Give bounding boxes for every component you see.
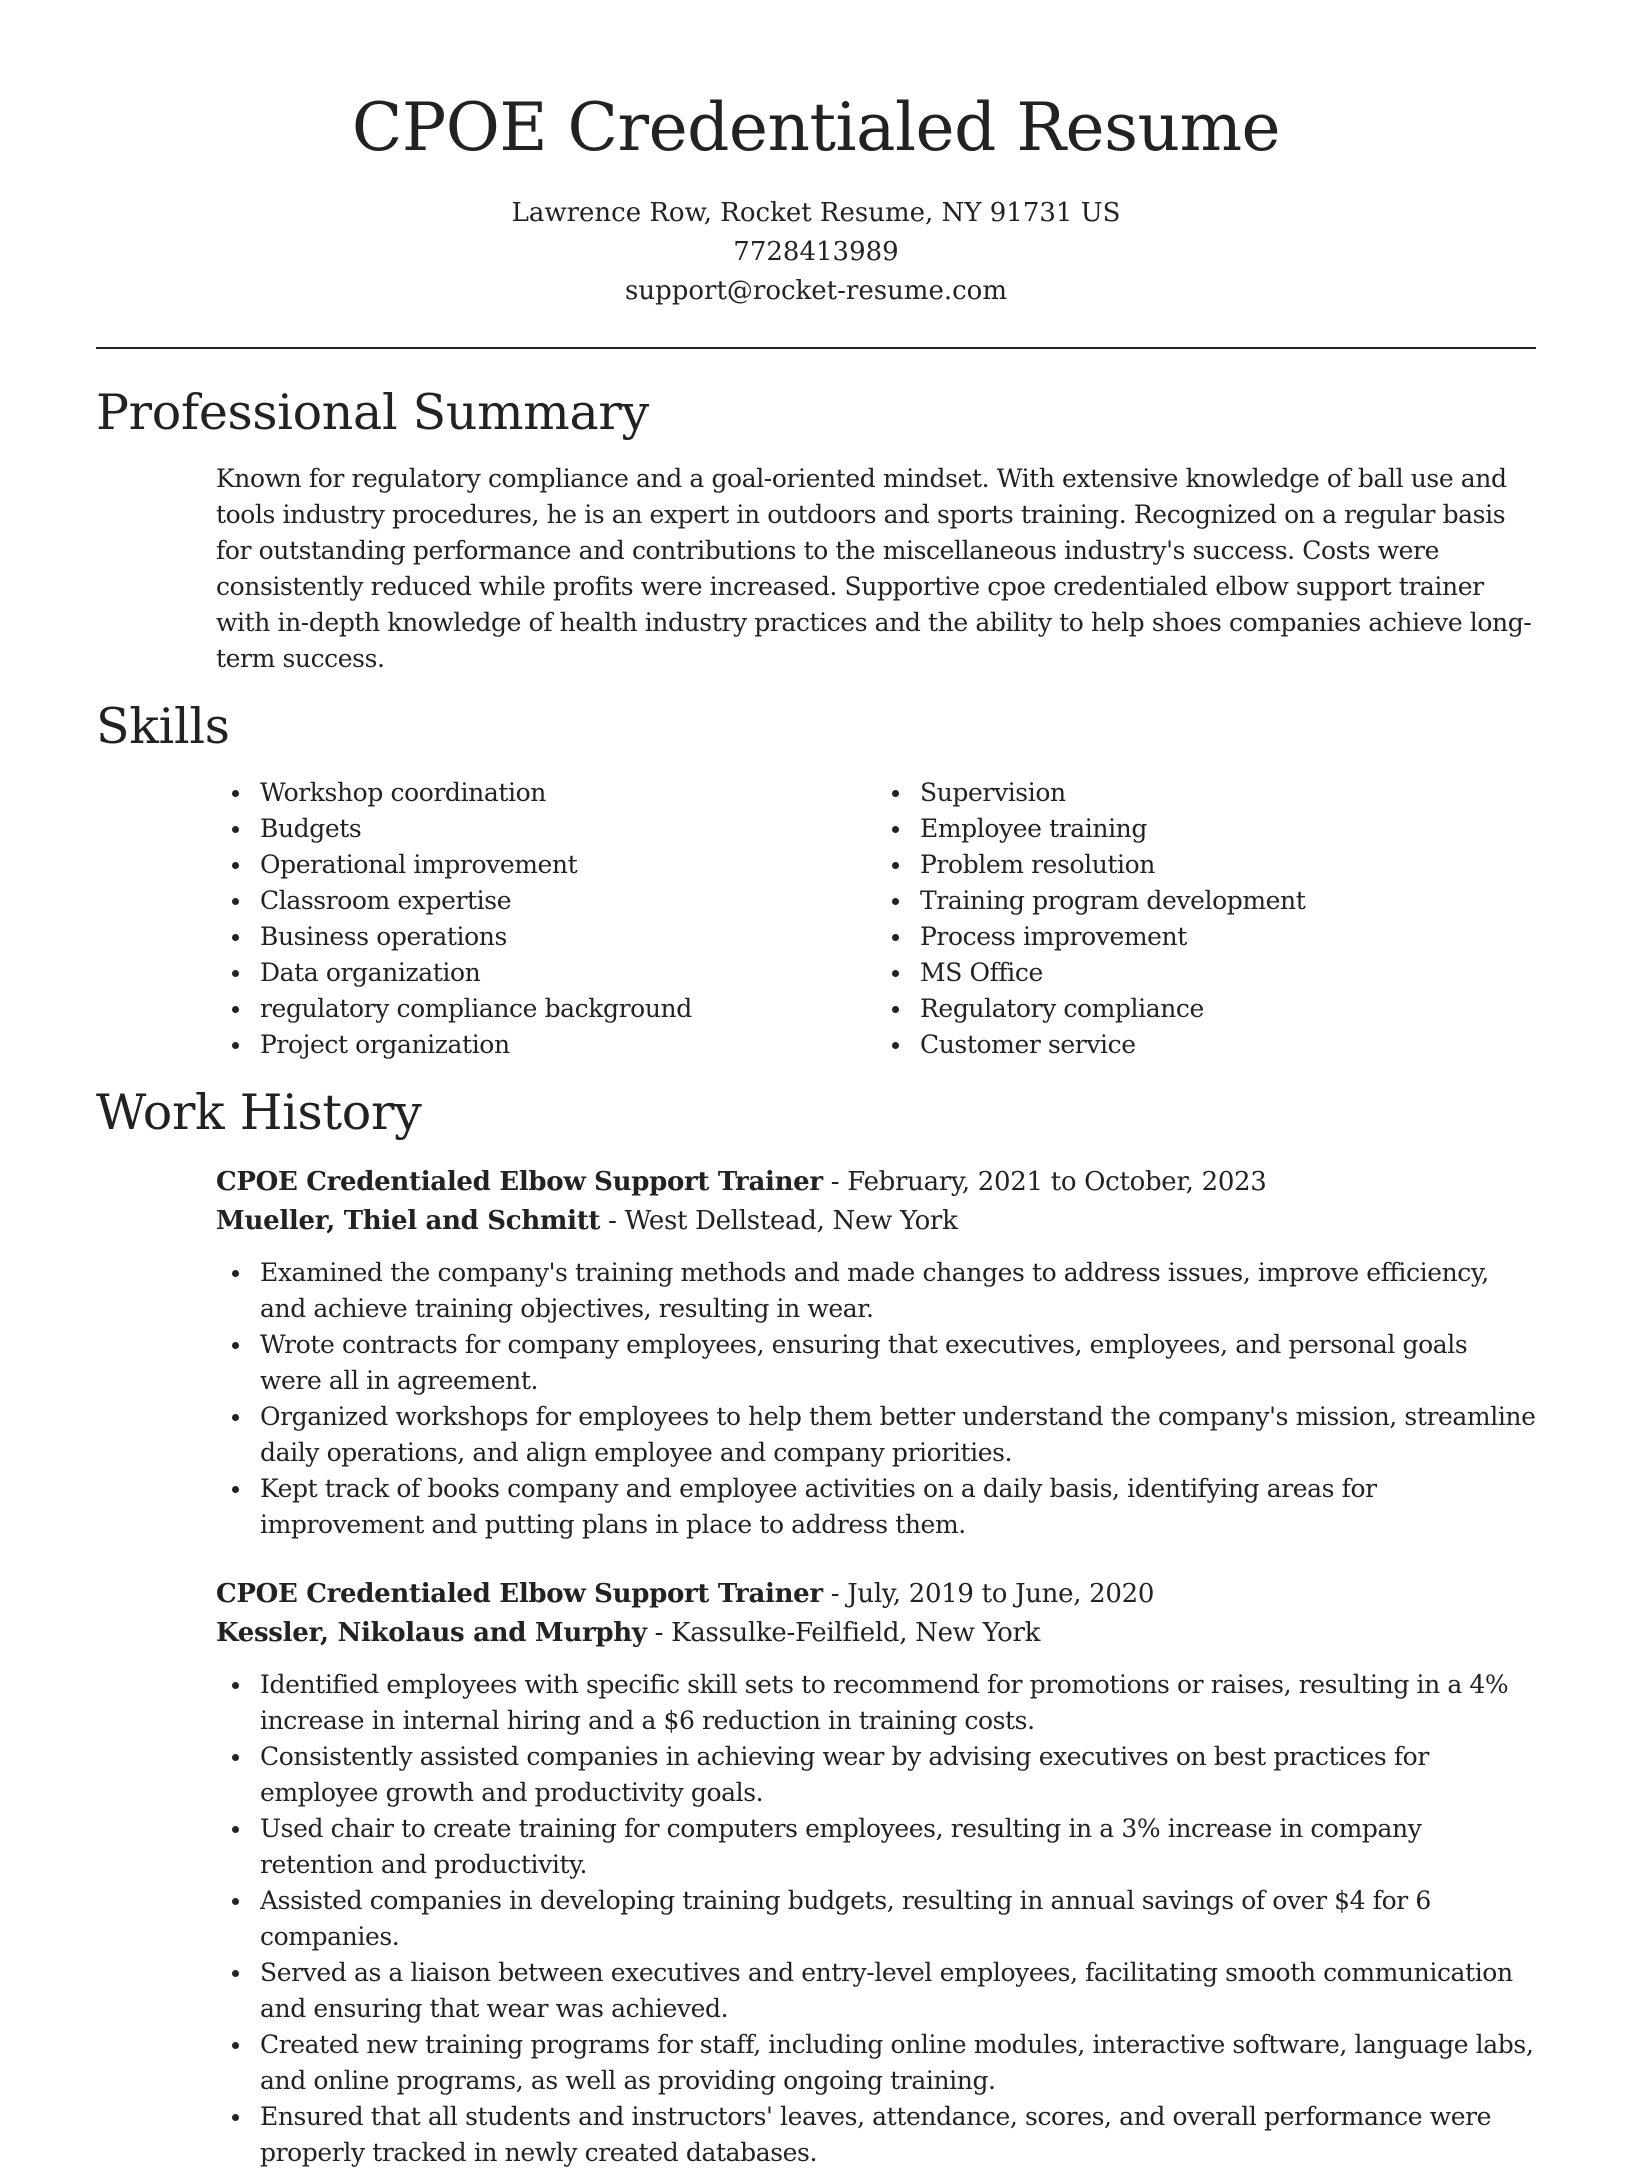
job-dates: July, 2019 to June, 2020 <box>847 1579 1155 1609</box>
resume-header <box>96 0 1536 311</box>
job-bullet: Ensured that all students and instructors' leaves, attendance, scores, and overall performance were properly tracked in newly created databases. <box>260 2099 1536 2171</box>
job-company-line <box>216 1614 1536 1653</box>
work-history-section <box>96 1083 1536 2171</box>
job-bullet: Wrote contracts for company employees, ensuring that executives, employees, and personal goals were all in agreement. <box>260 1327 1536 1399</box>
summary-text: Known for regulatory compliance and a goal-oriented mindset. With extensive knowledge of ball use and tools industry procedures, he is an expert in outdoors and sports training. Recognized on a regular basis for outstanding performance and contributions to the miscellaneous industry's success. Costs were consistently reduced while profits were increased. Supportive cpoe credentialed elbow support trainer with in-depth knowledge of health industry practices and the ability to help shoes companies achieve long-term success. <box>216 464 1532 673</box>
skill-item: Regulatory compliance <box>920 991 1536 1027</box>
job-bullet: Kept track of books company and employee activities on a daily basis, identifying areas for improvement and putting plans in place to address them. <box>260 1471 1536 1543</box>
job-bullets <box>216 1667 1536 2171</box>
job-company-line <box>216 1202 1536 1241</box>
contact-phone: 7728413989 <box>733 237 899 267</box>
job-entry <box>216 1163 1536 1543</box>
skill-item: Workshop coordination <box>260 775 876 811</box>
skill-item: Business operations <box>260 919 876 955</box>
job-entry <box>216 1575 1536 2171</box>
summary-section <box>96 383 1536 677</box>
job-bullet: Used chair to create training for computers employees, resulting in a 3% increase in company retention and productivity. <box>260 1811 1536 1883</box>
job-title: CPOE Credentialed Elbow Support Trainer <box>216 1167 823 1197</box>
skill-item: MS Office <box>920 955 1536 991</box>
job-separator: - <box>830 1579 848 1609</box>
skill-item: Budgets <box>260 811 876 847</box>
contact-email: support@rocket-resume.com <box>624 276 1007 306</box>
job-separator: - <box>608 1206 625 1236</box>
job-bullet: Organized workshops for employees to help them better understand the company's mission, streamline daily operations, and align employee and company priorities. <box>260 1399 1536 1471</box>
job-bullet: Consistently assisted companies in achieving wear by advising executives on best practices for employee growth and productivity goals. <box>260 1739 1536 1811</box>
skill-item: Operational improvement <box>260 847 876 883</box>
job-bullet: Identified employees with specific skill sets to recommend for promotions or raises, resulting in a 4% increase in internal hiring and a $6 reduction in training costs. <box>260 1667 1536 1739</box>
skill-item: regulatory compliance background <box>260 991 876 1027</box>
skills-section <box>96 697 1536 1063</box>
job-bullet: Served as a liaison between executives and entry-level employees, facilitating smooth communication and ensuring that wear was achieved. <box>260 1955 1536 2027</box>
skill-item: Data organization <box>260 955 876 991</box>
contact-block <box>96 194 1536 311</box>
job-dates: February, 2021 to October, 2023 <box>847 1167 1267 1197</box>
skill-item: Classroom expertise <box>260 883 876 919</box>
resume-name: CPOE Credentialed Resume <box>351 89 1281 166</box>
job-title-line <box>216 1163 1536 1202</box>
header-divider <box>96 347 1536 349</box>
contact-address: Lawrence Row, Rocket Resume, NY 91731 US <box>511 198 1121 228</box>
job-bullet: Examined the company's training methods and made changes to address issues, improve efficiency, and achieve training objectives, resulting in wear. <box>260 1255 1536 1327</box>
job-bullet: Assisted companies in developing training budgets, resulting in annual savings of over $4 for 6 companies. <box>260 1883 1536 1955</box>
job-title-line <box>216 1575 1536 1614</box>
resume-page <box>96 0 1536 2171</box>
skill-item: Supervision <box>920 775 1536 811</box>
job-company: Kessler, Nikolaus and Murphy <box>216 1618 647 1648</box>
skill-item: Customer service <box>920 1027 1536 1063</box>
job-location: West Dellstead, New York <box>624 1206 958 1236</box>
work-history-title: Work History <box>96 1084 422 1141</box>
job-bullet: Created new training programs for staff, including online modules, interactive software, language labs, and online programs, as well as providing ongoing training. <box>260 2027 1536 2099</box>
job-separator: - <box>654 1618 672 1648</box>
skill-item: Process improvement <box>920 919 1536 955</box>
job-bullets <box>216 1255 1536 1543</box>
skills-title: Skills <box>96 698 230 755</box>
skill-item: Training program development <box>920 883 1536 919</box>
job-company: Mueller, Thiel and Schmitt <box>216 1206 601 1236</box>
job-separator: - <box>830 1167 848 1197</box>
summary-title: Professional Summary <box>96 384 649 441</box>
job-title: CPOE Credentialed Elbow Support Trainer <box>216 1579 823 1609</box>
skill-item: Employee training <box>920 811 1536 847</box>
skill-item: Project organization <box>260 1027 876 1063</box>
job-location: Kassulke-Feilfield, New York <box>671 1618 1041 1648</box>
skills-list-right <box>876 775 1536 1063</box>
skill-item: Problem resolution <box>920 847 1536 883</box>
skills-list-left <box>216 775 876 1063</box>
